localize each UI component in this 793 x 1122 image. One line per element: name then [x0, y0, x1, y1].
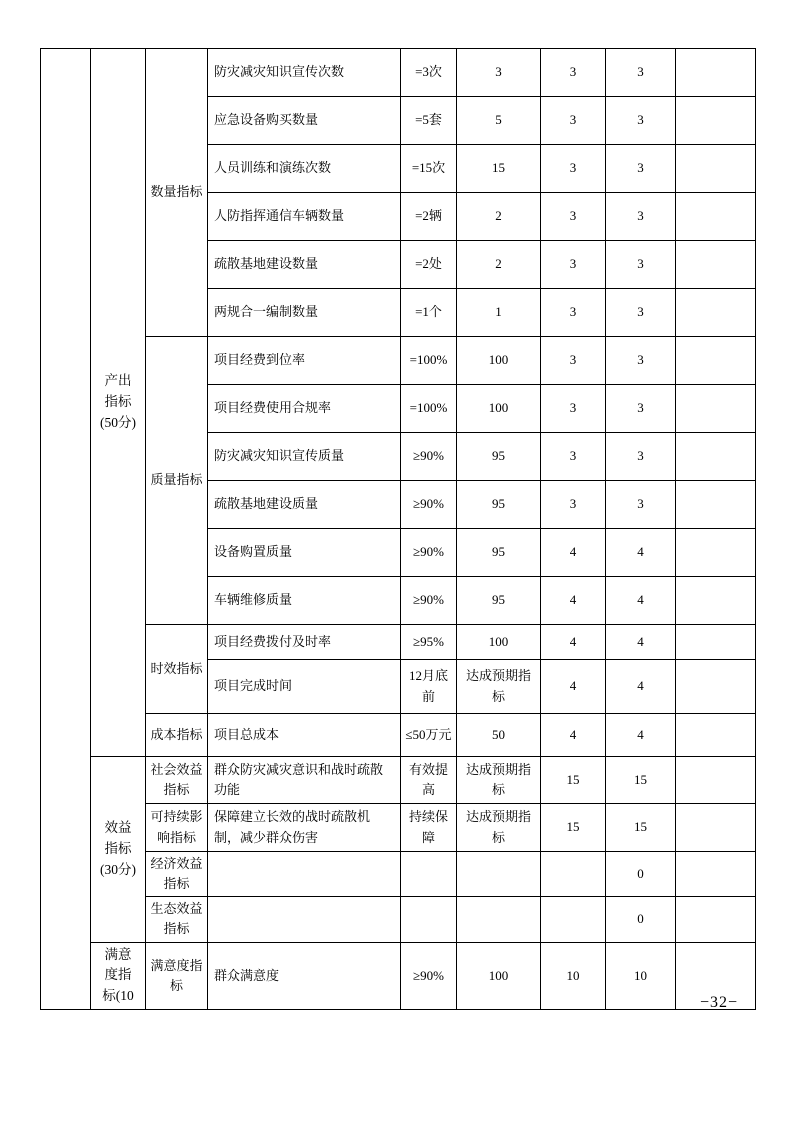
indicator-name-cell: 群众防灾减灾意识和战时疏散功能 — [208, 757, 401, 804]
table-row — [41, 49, 756, 97]
score-cell: 3 — [541, 49, 606, 97]
subcategory-timeliness-cell: 时效指标 — [146, 625, 208, 714]
table-row — [41, 757, 756, 804]
score-cell: 3 — [541, 97, 606, 145]
performance-indicator-table — [40, 48, 756, 1010]
score-cell: 3 — [541, 289, 606, 337]
indicator-name-cell: 疏散基地建设数量 — [208, 241, 401, 289]
remark-cell — [676, 97, 756, 145]
actual-value-cell: 95 — [457, 529, 541, 577]
target-value-cell: =2辆 — [401, 193, 457, 241]
actual-value-cell: 2 — [457, 193, 541, 241]
remark-cell — [676, 577, 756, 625]
target-value-cell: 持续保障 — [401, 804, 457, 852]
category-output-cell: 产出指标(50分) — [91, 49, 146, 757]
target-value-cell: ≥95% — [401, 625, 457, 660]
indicator-name-cell: 设备购置质量 — [208, 529, 401, 577]
table-row — [41, 337, 756, 385]
score-cell: 15 — [606, 804, 676, 852]
score-cell: 3 — [606, 433, 676, 481]
actual-value-cell: 95 — [457, 577, 541, 625]
remark-cell — [676, 625, 756, 660]
score-cell: 0 — [606, 897, 676, 942]
target-value-cell: =100% — [401, 337, 457, 385]
remark-cell — [676, 804, 756, 852]
indicator-name-cell: 两规合一编制数量 — [208, 289, 401, 337]
score-cell: 3 — [606, 49, 676, 97]
target-value-cell: ≤50万元 — [401, 714, 457, 757]
target-value-cell: ≥90% — [401, 481, 457, 529]
actual-value-cell: 100 — [457, 337, 541, 385]
score-cell: 3 — [541, 433, 606, 481]
table-row — [41, 625, 756, 660]
score-cell: 15 — [541, 804, 606, 852]
indicator-name-cell: 项目总成本 — [208, 714, 401, 757]
score-cell: 3 — [541, 385, 606, 433]
indicator-name-cell — [208, 852, 401, 897]
actual-value-cell — [457, 852, 541, 897]
score-cell: 3 — [606, 97, 676, 145]
remark-cell — [676, 385, 756, 433]
remark-cell — [676, 193, 756, 241]
score-cell — [541, 852, 606, 897]
remark-cell — [676, 714, 756, 757]
remark-cell — [676, 145, 756, 193]
target-value-cell: 有效提高 — [401, 757, 457, 804]
indicator-name-cell: 防灾减灾知识宣传次数 — [208, 49, 401, 97]
score-cell: 3 — [541, 145, 606, 193]
actual-value-cell: 15 — [457, 145, 541, 193]
remark-cell — [676, 289, 756, 337]
remark-cell — [676, 660, 756, 714]
page-number: −32− — [700, 994, 739, 1011]
actual-value-cell: 2 — [457, 241, 541, 289]
remark-cell — [676, 49, 756, 97]
score-cell: 3 — [606, 385, 676, 433]
score-cell: 4 — [541, 660, 606, 714]
score-cell: 10 — [541, 942, 606, 1010]
actual-value-cell: 50 — [457, 714, 541, 757]
score-cell: 4 — [541, 625, 606, 660]
score-cell: 4 — [606, 529, 676, 577]
score-cell: 4 — [606, 714, 676, 757]
actual-value-cell: 达成预期指标 — [457, 757, 541, 804]
target-value-cell: ≥90% — [401, 577, 457, 625]
remark-cell — [676, 757, 756, 804]
actual-value-cell: 100 — [457, 625, 541, 660]
actual-value-cell: 达成预期指标 — [457, 804, 541, 852]
indicator-name-cell: 应急设备购买数量 — [208, 97, 401, 145]
score-cell: 3 — [606, 241, 676, 289]
indicator-name-cell: 车辆维修质量 — [208, 577, 401, 625]
table-row — [41, 942, 756, 1010]
score-cell: 4 — [606, 625, 676, 660]
remark-cell — [676, 529, 756, 577]
remark-cell — [676, 433, 756, 481]
score-cell: 4 — [541, 529, 606, 577]
indicator-name-cell: 项目经费使用合规率 — [208, 385, 401, 433]
category-benefit-cell: 效益指标(30分) — [91, 757, 146, 943]
actual-value-cell: 5 — [457, 97, 541, 145]
table-row — [41, 852, 756, 897]
actual-value-cell: 95 — [457, 433, 541, 481]
target-value-cell: =5套 — [401, 97, 457, 145]
score-cell: 10 — [606, 942, 676, 1010]
target-value-cell: =100% — [401, 385, 457, 433]
score-cell: 4 — [606, 660, 676, 714]
actual-value-cell: 100 — [457, 385, 541, 433]
indicator-name-cell: 保障建立长效的战时疏散机制，减少群众伤害 — [208, 804, 401, 852]
indicator-name-cell: 项目经费拨付及时率 — [208, 625, 401, 660]
target-value-cell: ≥90% — [401, 942, 457, 1010]
remark-cell — [676, 852, 756, 897]
target-value-cell: =2处 — [401, 241, 457, 289]
indicator-name-cell: 人员训练和演练次数 — [208, 145, 401, 193]
score-cell: 4 — [541, 714, 606, 757]
score-cell: 15 — [606, 757, 676, 804]
target-value-cell: =1个 — [401, 289, 457, 337]
score-cell: 3 — [541, 193, 606, 241]
indicator-name-cell — [208, 897, 401, 942]
indicator-name-cell: 群众满意度 — [208, 942, 401, 1010]
subcategory-cost-cell: 成本指标 — [146, 714, 208, 757]
remark-cell — [676, 481, 756, 529]
indicator-table-body — [41, 49, 756, 1010]
indicator-name-cell: 人防指挥通信车辆数量 — [208, 193, 401, 241]
subcategory-satisfaction-cell: 满意度指标 — [146, 942, 208, 1010]
score-cell: 3 — [541, 481, 606, 529]
table-row — [41, 714, 756, 757]
target-value-cell — [401, 852, 457, 897]
subcategory-economic-benefit-cell: 经济效益指标 — [146, 852, 208, 897]
score-cell: 3 — [606, 193, 676, 241]
actual-value-cell: 100 — [457, 942, 541, 1010]
left-margin-cell — [41, 49, 91, 1010]
actual-value-cell: 95 — [457, 481, 541, 529]
subcategory-quality-cell: 质量指标 — [146, 337, 208, 625]
actual-value-cell: 3 — [457, 49, 541, 97]
indicator-name-cell: 项目完成时间 — [208, 660, 401, 714]
subcategory-quantity-cell: 数量指标 — [146, 49, 208, 337]
target-value-cell: 12月底前 — [401, 660, 457, 714]
subcategory-ecological-benefit-cell: 生态效益指标 — [146, 897, 208, 942]
actual-value-cell — [457, 897, 541, 942]
table-row — [41, 897, 756, 942]
score-cell: 3 — [541, 241, 606, 289]
score-cell: 3 — [606, 145, 676, 193]
score-cell: 0 — [606, 852, 676, 897]
subcategory-sustainability-cell: 可持续影响指标 — [146, 804, 208, 852]
indicator-name-cell: 疏散基地建设质量 — [208, 481, 401, 529]
score-cell: 4 — [541, 577, 606, 625]
target-value-cell: ≥90% — [401, 433, 457, 481]
indicator-name-cell: 防灾减灾知识宣传质量 — [208, 433, 401, 481]
score-cell: 3 — [606, 289, 676, 337]
target-value-cell: =15次 — [401, 145, 457, 193]
subcategory-social-benefit-cell: 社会效益指标 — [146, 757, 208, 804]
target-value-cell: ≥90% — [401, 529, 457, 577]
target-value-cell: =3次 — [401, 49, 457, 97]
score-cell: 3 — [606, 337, 676, 385]
score-cell: 3 — [541, 337, 606, 385]
target-value-cell — [401, 897, 457, 942]
remark-cell — [676, 337, 756, 385]
category-satisfaction-cell: 满意度指标(10 — [91, 942, 146, 1010]
table-row — [41, 804, 756, 852]
score-cell: 15 — [541, 757, 606, 804]
score-cell — [541, 897, 606, 942]
remark-cell — [676, 897, 756, 942]
score-cell: 4 — [606, 577, 676, 625]
remark-cell — [676, 241, 756, 289]
indicator-name-cell: 项目经费到位率 — [208, 337, 401, 385]
score-cell: 3 — [606, 481, 676, 529]
actual-value-cell: 1 — [457, 289, 541, 337]
actual-value-cell: 达成预期指标 — [457, 660, 541, 714]
